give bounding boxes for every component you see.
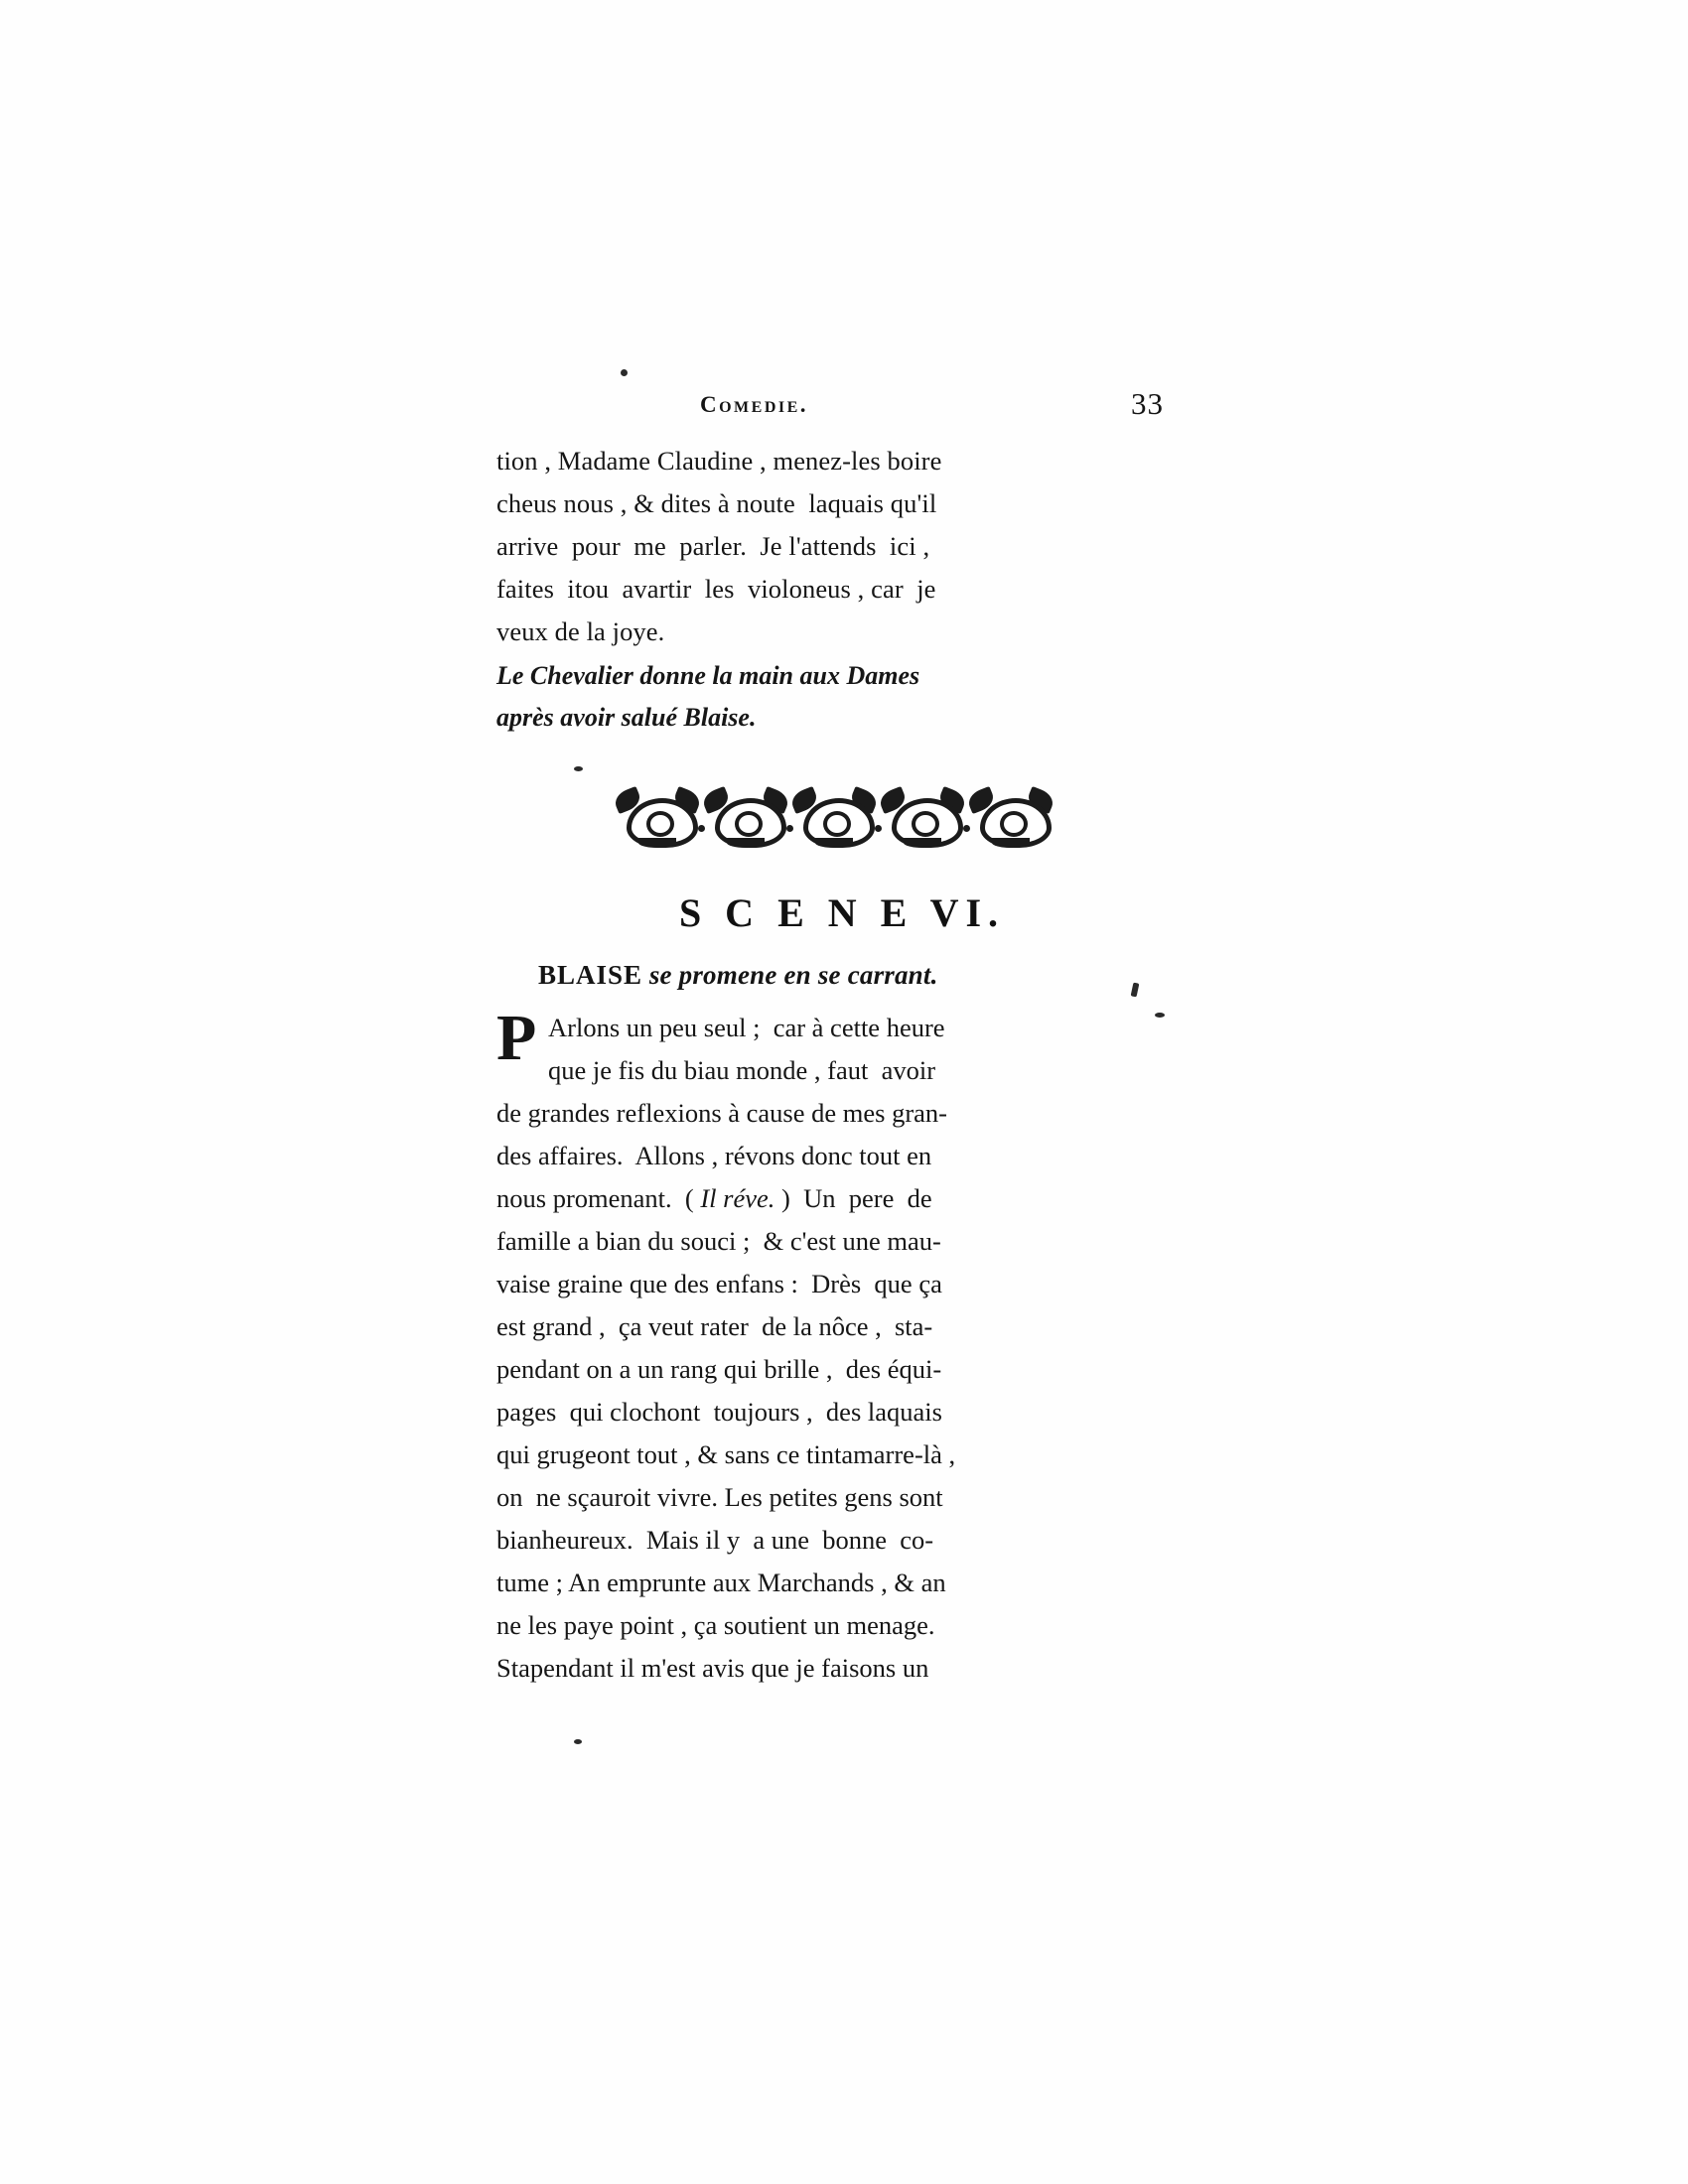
text-line: arrive pour me parler. Je l'attends ici ,	[496, 531, 930, 561]
text-line: pendant on a un rang qui brille , des équi-	[496, 1354, 942, 1384]
text-line: Arlons un peu seul ; car à cette heure	[548, 1013, 945, 1042]
text-block	[496, 386, 1172, 1690]
text-line: des affaires. Allons , révons donc tout en	[496, 1141, 932, 1170]
text-line: de grandes reflexions à cause de mes gran-	[496, 1098, 947, 1128]
text-line: Le Chevalier donne la main aux Dames	[496, 661, 920, 690]
ornament-dot-icon	[963, 825, 970, 832]
text-line: on ne sçauroit vivre. Les petites gens sont	[496, 1482, 943, 1512]
text-line: Stapendant il m'est avis que je faisons un	[496, 1653, 929, 1683]
running-head-title: Comedie.	[700, 392, 809, 417]
inline-stage-direction: Il réve.	[700, 1183, 775, 1213]
text-line: famille a bian du souci ; & c'est une mau-	[496, 1226, 941, 1256]
scan-speck	[621, 369, 628, 376]
text-line: ne les paye point , ça soutient un menage.	[496, 1610, 935, 1640]
ornament-dot-icon	[786, 825, 793, 832]
text-line: est grand , ça veut rater de la nôce , sta-	[496, 1311, 933, 1341]
text-line: pages qui clochont toujours , des laquais	[496, 1397, 942, 1427]
speech-continued	[496, 440, 1172, 653]
text-line: veux de la joye.	[496, 616, 665, 646]
page-number: 33	[1131, 386, 1164, 421]
running-head	[496, 386, 1172, 438]
ornament-rule-icon	[496, 790, 1172, 850]
text-line: cheus nous , & dites à noute laquais qu'il	[496, 488, 937, 518]
text-line: vaise graine que des enfans : Drès que ça	[496, 1269, 942, 1298]
ornament-dot-icon	[698, 825, 705, 832]
text-line: qui grugeont tout , & sans ce tintamarre-là ,	[496, 1439, 956, 1469]
ornament-shell-icon	[886, 790, 959, 846]
ornament-shell-icon	[797, 790, 871, 846]
ornament-dot-icon	[875, 825, 882, 832]
speaker-stage-direction: se promene en se carrant.	[648, 960, 938, 990]
text-line: après avoir salué Blaise.	[496, 703, 757, 732]
ornament-shell-icon	[621, 790, 694, 846]
monologue	[496, 1002, 1172, 1690]
speaker-name: BLAISE	[538, 960, 643, 990]
scene-heading: S C E N E VI.	[678, 890, 1006, 935]
text-line: que je fis du biau monde , faut avoir	[548, 1055, 936, 1085]
ornament-shell-icon	[974, 790, 1048, 846]
text-line: bianheureux. Mais il y a une bonne co-	[496, 1525, 934, 1555]
ornament-shell-icon	[709, 790, 782, 846]
text-line: tume ; An emprunte aux Marchands , & an	[496, 1568, 946, 1597]
text-line: nous promenant. ( Il réve. ) Un pere de	[496, 1183, 932, 1213]
scan-speck	[574, 1739, 582, 1744]
drop-cap: P	[496, 1002, 537, 1074]
scene-speaker-line	[496, 960, 1172, 991]
text-line: tion , Madame Claudine , menez-les boire	[496, 446, 942, 476]
text-line: faites itou avartir les violoneus , car je	[496, 574, 936, 604]
stage-direction	[496, 655, 1172, 739]
